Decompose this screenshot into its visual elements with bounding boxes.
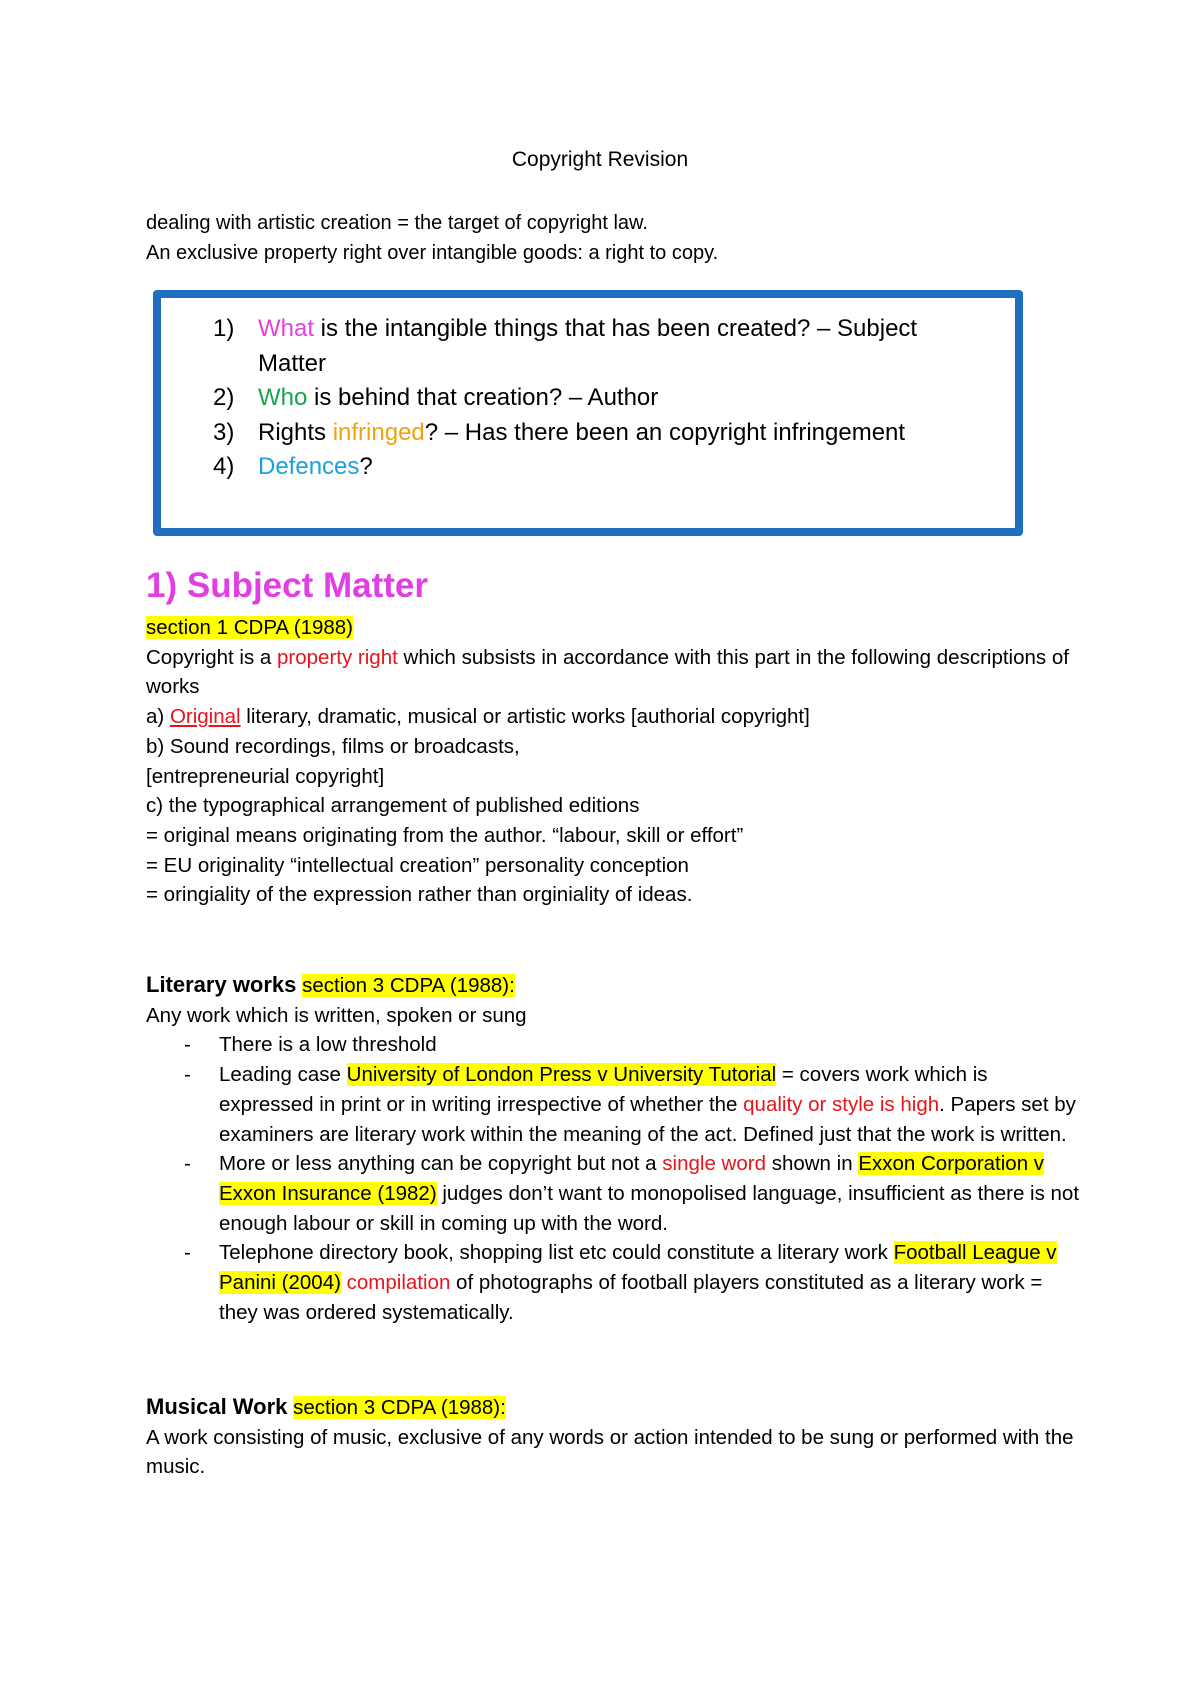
original-emphasis: Original	[169, 705, 241, 729]
text-run: Leading case	[219, 1063, 347, 1087]
document-title: Copyright Revision	[511, 148, 689, 171]
literary-works-heading-line	[146, 970, 1086, 1001]
keyword-who: Who	[258, 384, 308, 411]
quality-emphasis: quality or style is high	[743, 1092, 940, 1116]
list-number: 1)	[213, 315, 235, 342]
case-highlight: Exxon Corporation v Exxon Insurance (1982)	[219, 1152, 1045, 1205]
list-item	[146, 1238, 1086, 1327]
literary-bullets	[146, 1030, 1086, 1327]
question-text: is the intangible things that has been created? – Subject Matter	[258, 315, 918, 377]
intro-line: dealing with artistic creation = the target of copyright law.	[146, 212, 648, 234]
text-run: of photographs of football players constituted as a literary work = they was ordered systematically.	[219, 1271, 1043, 1324]
musical-work-heading: Musical Work	[146, 1394, 288, 1419]
compilation-emphasis: compilation	[346, 1271, 451, 1295]
text-run: which subsists in accordance with this part in the following descriptions of works	[146, 645, 1069, 699]
literary-works-heading: Literary works	[146, 972, 297, 997]
bullet-dash: -	[184, 1241, 191, 1265]
definition-paragraph	[146, 643, 1086, 702]
category-a	[146, 702, 1086, 732]
list-item	[146, 1030, 1086, 1060]
list-number: 2)	[213, 384, 235, 411]
literary-definition: Any work which is written, spoken or sung	[146, 1003, 527, 1027]
category-b-note: [entrepreneurial copyright]	[146, 764, 385, 788]
bullet-dash: -	[184, 1152, 191, 1176]
category-b: b) Sound recordings, films or broadcasts,	[146, 734, 520, 758]
list-item	[146, 1060, 1086, 1149]
musical-work-section	[146, 1392, 1086, 1482]
text-run: Copyright is a	[146, 645, 278, 669]
originality-note: = oringiality of the expression rather than orginiality of ideas.	[146, 883, 693, 907]
text-run: More or less anything can be copyright but not a	[219, 1152, 663, 1176]
text-run: shown in	[766, 1152, 859, 1176]
category-c: c) the typographical arrangement of published editions	[146, 794, 640, 818]
questions-list	[213, 312, 973, 485]
single-word-emphasis: single word	[662, 1152, 766, 1176]
statute-line	[146, 613, 1086, 643]
subject-matter-heading: 1) Subject Matter	[146, 566, 428, 605]
case-highlight: University of London Press v University Tutorial	[346, 1063, 777, 1087]
bullet-dash: -	[184, 1033, 191, 1057]
keyword-defences: Defences	[258, 453, 360, 480]
keyword-what: What	[258, 315, 315, 342]
statute-highlight: section 3 CDPA (1988):	[302, 974, 515, 997]
case-highlight: Football League v Panini (2004)	[219, 1241, 1057, 1295]
text-run: literary, dramatic, musical or artistic works [authorial copyright]	[240, 705, 810, 729]
statute-highlight: section 3 CDPA (1988):	[293, 1396, 506, 1419]
list-number: 3)	[213, 418, 235, 446]
originality-note: = EU originality “intellectual creation” personality conception	[146, 853, 689, 877]
originality-note: = original means originating from the author. “labour, skill or effort”	[146, 823, 744, 847]
text-run: Telephone directory book, shopping list etc could constitute a literary work	[219, 1241, 894, 1265]
question-prefix: Rights	[258, 418, 333, 446]
subject-matter-body	[146, 613, 1086, 910]
text-run: a)	[146, 705, 170, 729]
statute-highlight: section 1 CDPA (1988)	[146, 616, 354, 639]
literary-works-section	[146, 970, 1086, 1327]
question-item-who	[213, 381, 973, 416]
keyword-infringed: infringed	[332, 418, 425, 446]
bullet-dash: -	[184, 1063, 191, 1087]
property-right-emphasis: property right	[277, 645, 398, 669]
text-run: judges don’t want to monopolised language, insufficient as there is not enough labour or skill in coming up with the word.	[219, 1181, 1080, 1235]
question-item-defences	[213, 450, 973, 485]
intro-paragraph	[146, 208, 718, 268]
musical-work-heading-line	[146, 1392, 1086, 1423]
list-number: 4)	[213, 453, 235, 480]
list-item	[146, 1149, 1086, 1238]
question-item-infringed	[213, 416, 973, 451]
text-run: . Papers set by examiners are literary work within the meaning of the act. Defined just that the work is written.	[219, 1092, 1076, 1146]
question-text: is behind that creation? – Author	[307, 384, 659, 411]
musical-definition: A work consisting of music, exclusive of any words or action intended to be sung or performed with the music.	[146, 1425, 1074, 1479]
question-text: ?	[359, 453, 373, 480]
question-item-what	[213, 312, 973, 381]
text-run: There is a low threshold	[219, 1033, 437, 1057]
question-text: ? – Has there been an copyright infringement	[424, 418, 906, 446]
text-run: = covers work which is expressed in print or in writing irrespective of whether the	[219, 1063, 988, 1116]
questions-box	[153, 290, 1023, 536]
intro-line: An exclusive property right over intangible goods: a right to copy.	[146, 242, 719, 264]
